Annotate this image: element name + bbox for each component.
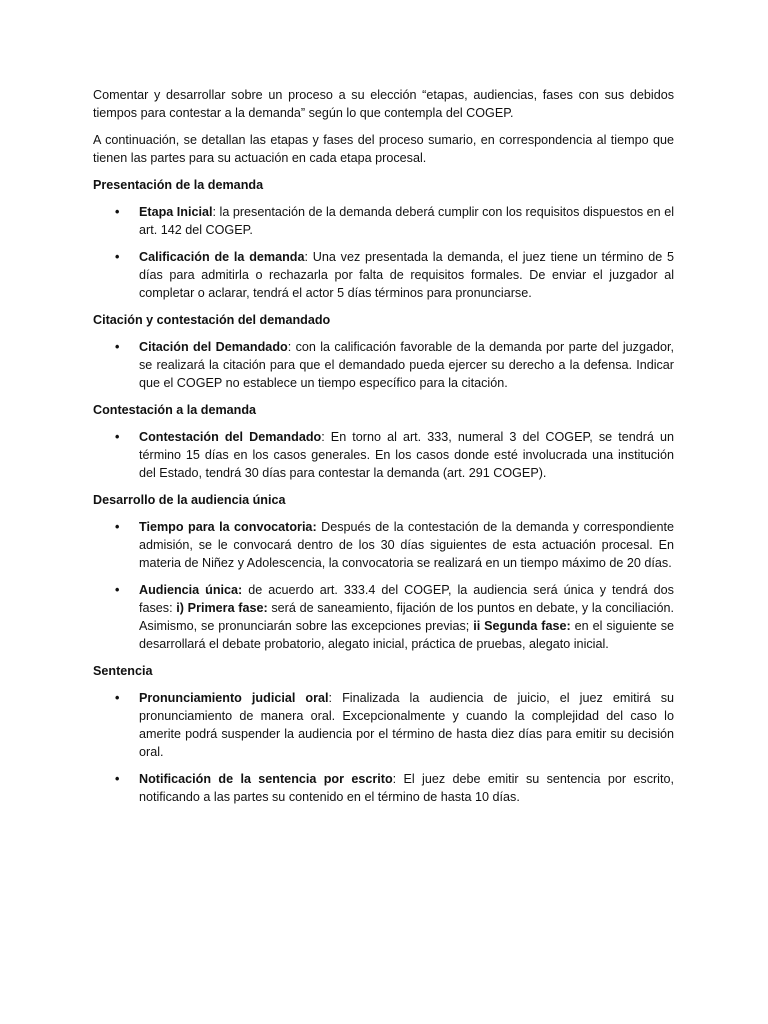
section-list-audiencia [93,518,674,653]
bullet-icon: • [115,205,120,219]
item-text: Después de la contestación de la demanda y correspondiente admisión, se le convocará dentro de los 30 días siguientes de esta actuación procesal. En materia de Niñez y Adolescencia, la convocatoria se realizará en un tiempo máximo de 20 días. [139,520,675,570]
item-separator: : [321,430,325,444]
item-term: Tiempo para la convocatoria: [139,520,317,534]
item-text: Finalizada la audiencia de juicio, el juez emitirá su pronunciamiento de manera oral. Excepcionalmente y cuando la complejidad del caso lo amerite podrá suspender la audiencia por el término de hasta diez días para emitir su decisión oral. [139,691,675,759]
section-list-contestacion [93,428,674,482]
bullet-icon: • [115,250,120,264]
bullet-icon: • [115,772,120,786]
document-page [93,86,674,815]
item-text: será de saneamiento, fijación de los puntos en debate, y la conciliación. Asimismo, se pronunciarán sobre las excepciones previas; [139,601,674,633]
list-item [115,518,675,572]
item-separator: : [328,691,332,705]
section-heading-sentencia: Sentencia [93,664,153,678]
item-text: con la calificación favorable de la demanda por parte del juzgador, se realizará la citación para que el demandado pueda ejercer su derecho a la defensa. Indicar que el COGEP no establece un tiempo específico para la citación. [139,340,674,390]
fase1-label: i) Primera fase: [176,601,268,615]
section-list-presentacion [93,203,674,302]
section-heading-audiencia: Desarrollo de la audiencia única [93,493,286,507]
intro-paragraph-1: Comentar y desarrollar sobre un proceso a su elección “etapas, audiencias, fases con sus debidos tiempos para contestar a la demanda” según lo que contempla del COGEP. [93,88,674,120]
intro-paragraph-2: A continuación, se detallan las etapas y fases del proceso sumario, en correspondencia al tiempo que tienen las partes para su actuación en cada etapa procesal. [93,133,674,165]
item-separator: : [212,205,217,219]
list-item [115,203,674,239]
item-separator: : [392,772,397,786]
section-heading-presentacion: Presentación de la demanda [93,178,264,192]
fase2-label: ii Segunda fase: [473,619,571,633]
bullet-icon: • [115,430,120,444]
item-term: Calificación de la demanda [139,250,305,264]
section-list-sentencia [93,689,674,806]
list-item [115,428,675,482]
list-item [115,689,675,761]
item-text: la presentación de la demanda deberá cumplir con los requisitos dispuestos en el art. 142 del COGEP. [139,205,674,237]
list-item [115,338,674,392]
item-separator: : [304,250,308,264]
item-text: de acuerdo art. 333.4 del COGEP, la audiencia será única y tendrá dos fases: [139,583,674,615]
section-list-citacion [93,338,674,392]
item-text: El juez debe emitir su sentencia por escrito, notificando a las partes su contenido en el término de hasta 10 días. [139,772,674,804]
bullet-icon: • [115,583,120,597]
item-term: Notificación de la sentencia por escrito [139,772,393,786]
item-separator: : [287,340,292,354]
list-item [115,581,674,653]
item-term: Audiencia única: [139,583,243,597]
list-item [115,770,674,806]
item-text: Una vez presentada la demanda, el juez tiene un término de 5 días para admitirla o rechazarla por falta de requisitos formales. De enviar el juzgador al completar o aclarar, tendrá el actor 5 días términos para pronunciarse. [139,250,675,300]
item-text: en el siguiente se desarrollará el debate probatorio, alegato inicial, práctica de pruebas, alegato inicial. [139,619,674,651]
item-term: Citación del Demandado [139,340,288,354]
bullet-icon: • [115,340,120,354]
section-heading-contestacion: Contestación a la demanda [93,403,257,417]
item-term: Contestación del Demandado [139,430,322,444]
bullet-icon: • [115,691,120,705]
item-term: Pronunciamiento judicial oral [139,691,329,705]
list-item [115,248,675,302]
item-term: Etapa Inicial [139,205,213,219]
bullet-icon: • [115,520,120,534]
section-heading-citacion: Citación y contestación del demandado [93,313,331,327]
item-text: En torno al art. 333, numeral 3 del COGEP, se tendrá un término 15 días en los casos generales. En los casos donde esté involucrada una institución del Estado, tendrá 30 días para contestar la demanda (art. 291 COGEP). [139,430,675,480]
